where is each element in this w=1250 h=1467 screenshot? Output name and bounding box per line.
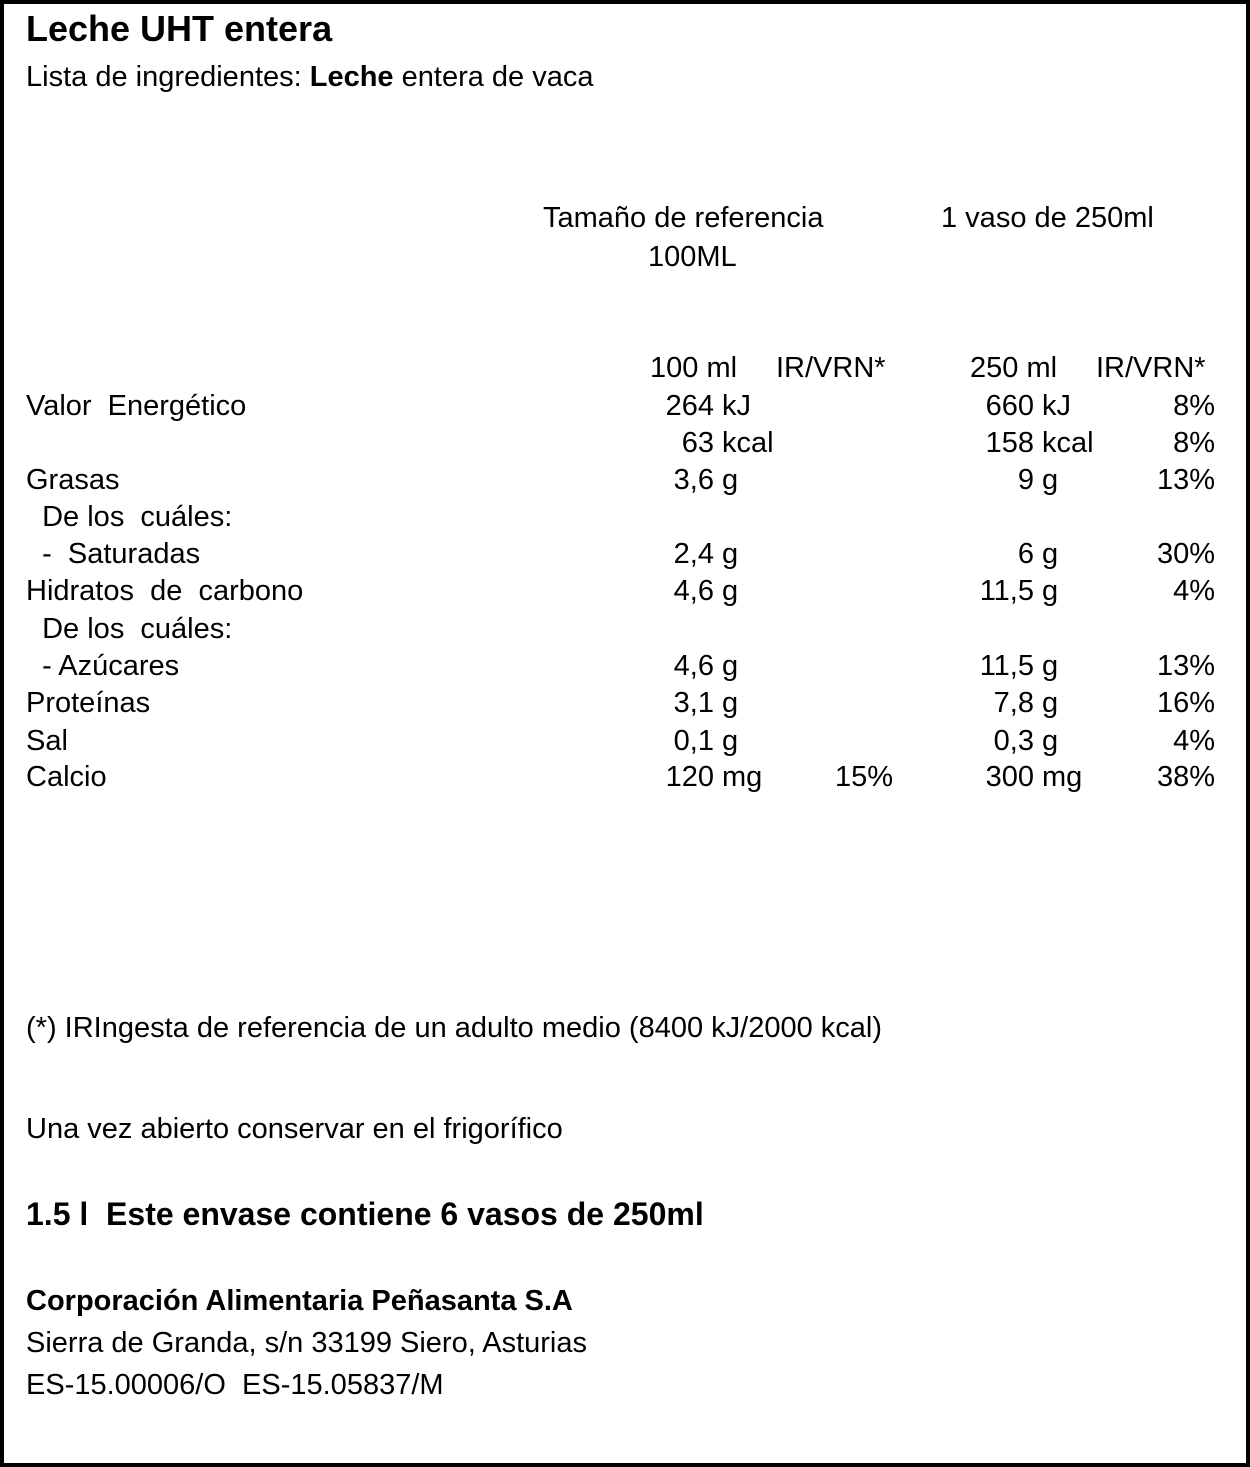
nutrient-label: Proteínas — [26, 687, 151, 719]
ir-250: 13% — [1156, 464, 1215, 496]
header-100ml: 100 ml — [650, 352, 738, 384]
value-250-number: 7,8 — [993, 687, 1034, 719]
value-100-number: 4,6 — [673, 575, 714, 607]
header-ir-100: IR/VRN* — [776, 352, 886, 384]
value-100-unit: g — [722, 687, 739, 719]
value-250-number: 0,3 — [993, 725, 1034, 757]
ingredients-suffix: entera de vaca — [393, 61, 594, 93]
reference-250: 1 vaso de 250ml — [941, 202, 1154, 234]
value-100-unit: kcal — [722, 427, 774, 459]
nutrient-label: - Saturadas — [26, 538, 201, 570]
value-250-number: 660 — [985, 390, 1034, 422]
value-100-unit: g — [722, 464, 739, 496]
ir-250: 16% — [1156, 687, 1215, 719]
value-100-number: 63 — [681, 427, 714, 459]
ir-250: 4% — [1173, 575, 1215, 607]
value-100-unit: mg — [722, 761, 763, 793]
value-100-number: 4,6 — [673, 650, 714, 682]
value-250-unit: g — [1042, 725, 1059, 757]
value-100-number: 0,1 — [673, 725, 714, 757]
value-250-unit: kJ — [1042, 390, 1071, 422]
company-address: Sierra de Granda, s/n 33199 Siero, Asturias — [26, 1327, 587, 1359]
value-100-unit: g — [722, 538, 739, 570]
package-info: 1.5 l Este envase contiene 6 vasos de 250ml — [26, 1196, 704, 1232]
reference-label: Tamaño de referencia — [543, 202, 824, 234]
nutrient-label: - Azúcares — [26, 650, 180, 682]
nutrient-label: De los cuáles: — [26, 501, 233, 533]
ir-250: 8% — [1173, 427, 1215, 459]
value-250-number: 158 — [985, 427, 1034, 459]
ir-250: 13% — [1156, 650, 1215, 682]
value-250-unit: g — [1042, 464, 1059, 496]
nutrient-label: Sal — [26, 725, 68, 757]
value-100-number: 120 — [665, 761, 714, 793]
value-100-unit: g — [722, 575, 739, 607]
value-250-unit: kcal — [1042, 427, 1094, 459]
nutrient-label: Calcio — [26, 761, 107, 793]
product-title: Leche UHT entera — [26, 8, 333, 49]
value-100-unit: kJ — [722, 390, 751, 422]
reference-100: 100ML — [648, 241, 737, 273]
ir-100: 15% — [834, 761, 893, 793]
value-250-number: 11,5 — [979, 650, 1034, 682]
value-100-number: 3,6 — [673, 464, 714, 496]
value-250-unit: g — [1042, 687, 1059, 719]
nutrient-label: Grasas — [26, 464, 120, 496]
value-100-unit: g — [722, 650, 739, 682]
value-250-number: 300 — [985, 761, 1034, 793]
nutrient-label: Valor Energético — [26, 390, 247, 422]
nutrient-label: Hidratos de carbono — [26, 575, 304, 607]
ingredients-line — [26, 60, 594, 94]
ir-250: 8% — [1173, 390, 1215, 422]
value-250-unit: g — [1042, 650, 1059, 682]
ir-250: 30% — [1156, 538, 1215, 570]
value-250-unit: g — [1042, 575, 1059, 607]
value-250-number: 9 — [1017, 464, 1034, 496]
footnote: (*) IRIngesta de referencia de un adulto medio (8400 kJ/2000 kcal) — [26, 1012, 882, 1044]
ingredients-bold: Leche — [309, 61, 394, 93]
ir-250: 38% — [1156, 761, 1215, 793]
value-250-unit: mg — [1042, 761, 1083, 793]
header-ir-250: IR/VRN* — [1096, 352, 1206, 384]
header-250ml: 250 ml — [970, 352, 1058, 384]
company-registry: ES-15.00006/O ES-15.05837/M — [26, 1369, 444, 1401]
value-100-number: 3,1 — [673, 687, 714, 719]
ir-250: 4% — [1173, 725, 1215, 757]
value-100-number: 264 — [665, 390, 714, 422]
value-250-unit: g — [1042, 538, 1059, 570]
value-100-number: 2,4 — [673, 538, 714, 570]
company-name: Corporación Alimentaria Peñasanta S.A — [26, 1285, 573, 1317]
ingredients-prefix: Lista de ingredientes: — [26, 61, 310, 93]
value-250-number: 6 — [1017, 538, 1034, 570]
value-250-number: 11,5 — [979, 575, 1034, 607]
value-100-unit: g — [722, 725, 739, 757]
nutrient-label: De los cuáles: — [26, 613, 233, 645]
storage-note: Una vez abierto conservar en el frigorífico — [26, 1113, 563, 1145]
